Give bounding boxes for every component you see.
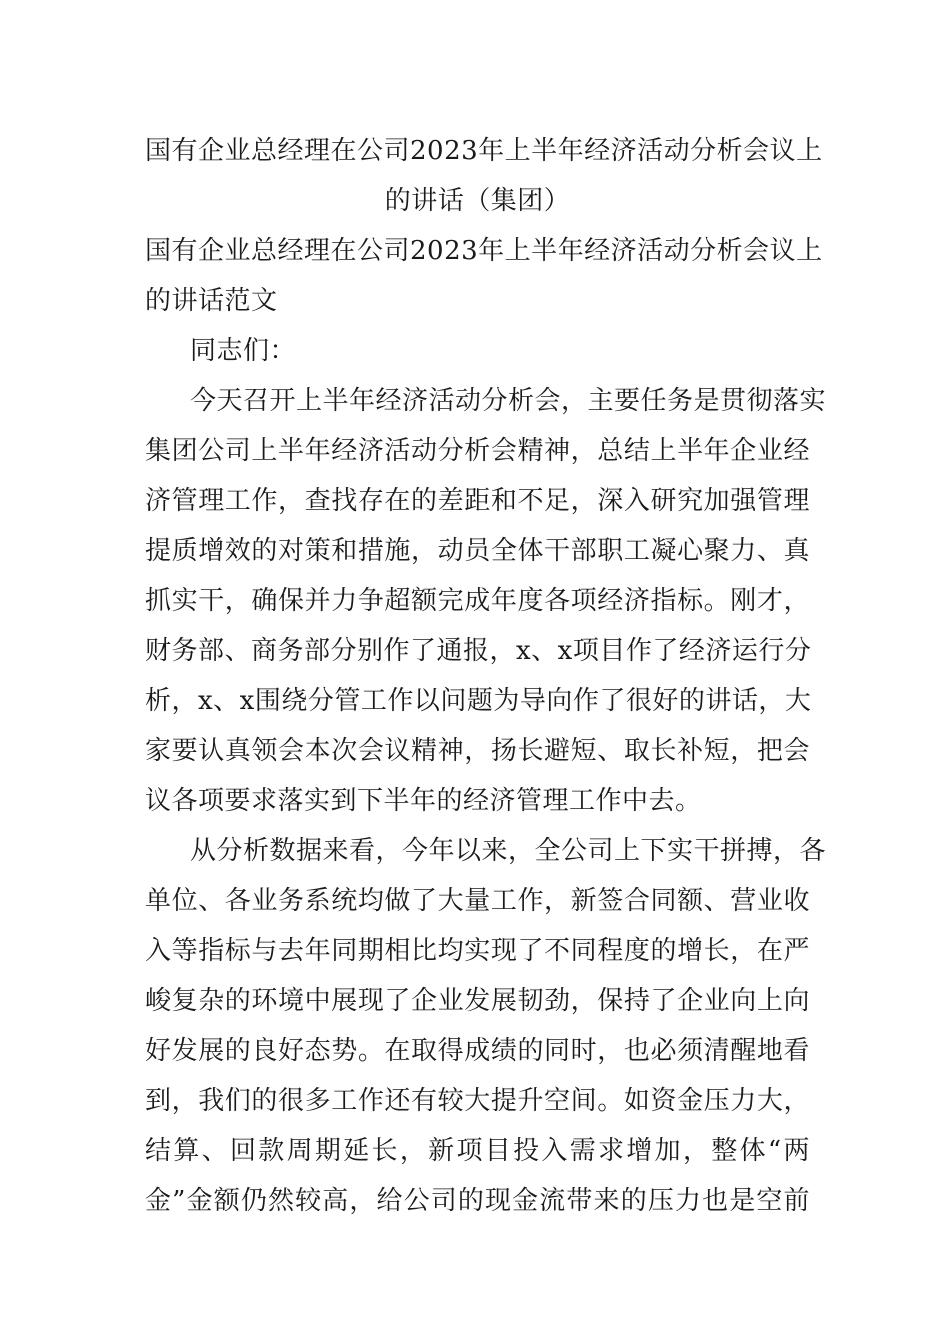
paragraph-1-line: 财务部、商务部分别作了通报，x、x项目作了经济运行分 (145, 636, 812, 666)
document-title-line-2: 的讲话（集团） (384, 186, 571, 216)
salutation: 同志们： (190, 336, 297, 366)
paragraph-1-line: 抓实干，确保并力争超额完成年度各项经济指标。刚才， (145, 586, 810, 616)
paragraph-2-line: 峻复杂的环境中展现了企业发展韧劲，保持了企业向上向 (145, 986, 810, 1016)
paragraph-1-line: 析，x、x围绕分管工作以问题为导向作了很好的讲话，大 (145, 686, 812, 716)
paragraph-1-line: 今天召开上半年经济活动分析会，主要任务是贯彻落实 (190, 386, 827, 416)
paragraph-1-line: 提质增效的对策和措施，动员全体干部职工凝心聚力、真 (145, 536, 810, 566)
paragraph-2-line: 好发展的良好态势。在取得成绩的同时，也必须清醒地看 (145, 1036, 810, 1066)
paragraph-2-line: 金”金额仍然较高，给公司的现金流带来的压力也是空前 (145, 1186, 810, 1216)
paragraph-1-line: 济管理工作，查找存在的差距和不足，深入研究加强管理 (145, 486, 810, 516)
paragraph-2-line: 到，我们的很多工作还有较大提升空间。如资金压力大， (145, 1086, 810, 1116)
paragraph-1-line: 议各项要求落实到下半年的经济管理工作中去。 (145, 786, 702, 816)
paragraph-1-line: 集团公司上半年经济活动分析会精神，总结上半年企业经 (145, 436, 810, 466)
paragraph-1-line: 家要认真领会本次会议精神，扬长避短、取长补短，把会 (145, 736, 810, 766)
document-title-line-1: 国有企业总经理在公司2023年上半年经济活动分析会议上 (145, 136, 823, 166)
document-subtitle-line-2: 的讲话范文 (145, 286, 278, 316)
paragraph-2-line: 单位、各业务系统均做了大量工作，新签合同额、营业收 (145, 886, 810, 916)
paragraph-2-line: 从分析数据来看，今年以来，全公司上下实干拼搏，各 (190, 836, 827, 866)
paragraph-2-line: 入等指标与去年同期相比均实现了不同程度的增长，在严 (145, 936, 810, 966)
paragraph-2-line: 结算、回款周期延长，新项目投入需求增加，整体“两 (145, 1136, 810, 1166)
document-subtitle-line-1: 国有企业总经理在公司2023年上半年经济活动分析会议上 (145, 236, 823, 266)
